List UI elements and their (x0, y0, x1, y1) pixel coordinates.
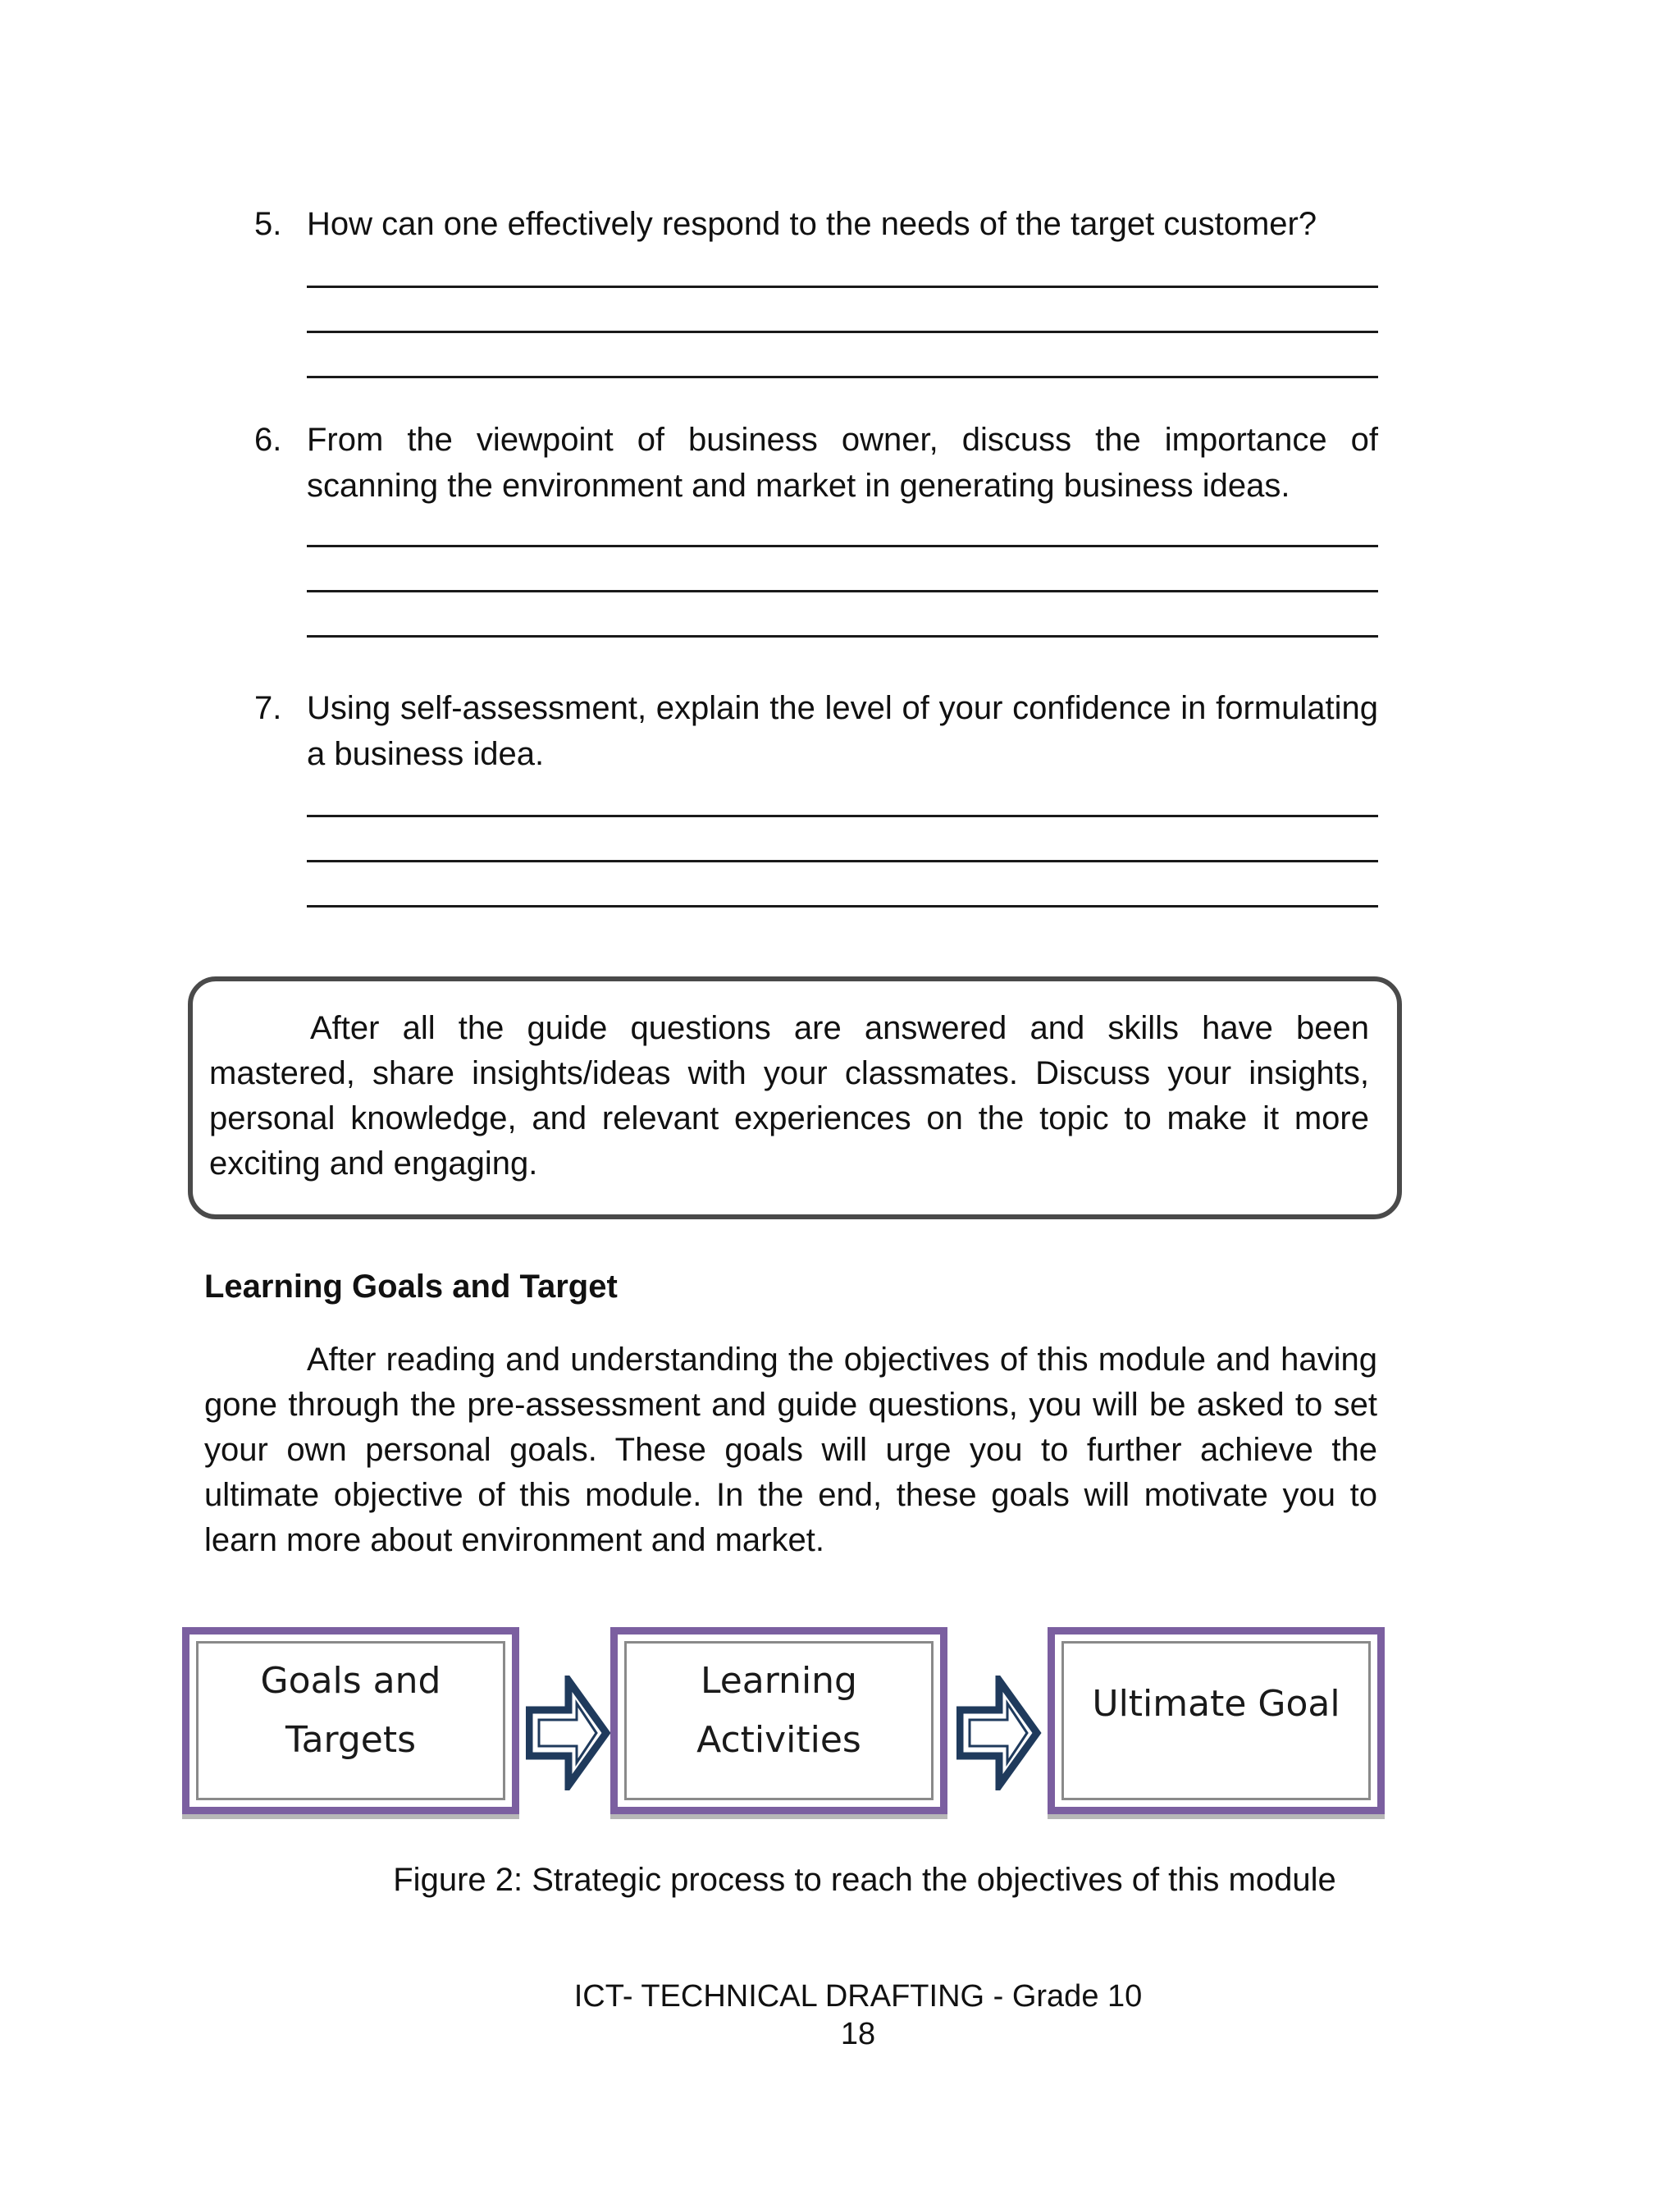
question-6 (254, 417, 1378, 509)
section-heading: Learning Goals and Target (204, 1269, 618, 1305)
flow-step-label: Activities (696, 1719, 861, 1761)
page-footer (0, 1977, 1680, 2053)
discussion-note-box: After all the guide questions are answered and skills have been mastered, share insights/ideas with your classmates. Discuss your insights, personal knowledge, and relevant experiences on the topic to make it more exciting and engaging. (188, 976, 1402, 1219)
question-7 (254, 685, 1378, 777)
answer-line[interactable] (307, 376, 1378, 378)
answer-line[interactable] (307, 815, 1378, 817)
answer-line[interactable] (307, 635, 1378, 638)
question-text: How can one effectively respond to the needs of the target customer? (307, 206, 1317, 242)
answer-line[interactable] (307, 590, 1378, 592)
answer-line[interactable] (307, 545, 1378, 547)
page-number: 18 (840, 2017, 876, 2051)
question-text: Using self-assessment, explain the level of your confidence in formulating a business idea. (307, 690, 1378, 772)
question-number: 7. (254, 690, 282, 726)
answer-line[interactable] (307, 331, 1378, 333)
question-number: 6. (254, 422, 282, 458)
arrow-right-icon (526, 1676, 611, 1790)
figure-caption: Figure 2: Strategic process to reach the objectives of this module (393, 1862, 1336, 1898)
flow-step-learning-activities (610, 1627, 947, 1814)
answer-line[interactable] (307, 905, 1378, 908)
flow-step-label: Learning (700, 1660, 857, 1702)
question-5 (254, 201, 1378, 247)
arrow-right-icon (956, 1676, 1042, 1790)
question-number: 5. (254, 206, 282, 242)
flow-step-label: Targets (285, 1719, 417, 1761)
question-text: From the viewpoint of business owner, discuss the importance of scanning the environment and market in generating business ideas. (307, 422, 1378, 504)
answer-line[interactable] (307, 860, 1378, 862)
footer-subject: ICT- TECHNICAL DRAFTING - Grade 10 (573, 1979, 1143, 2014)
flow-step-label: Goals and (260, 1660, 441, 1702)
flow-step-ultimate-goal (1048, 1627, 1385, 1814)
flow-step-label: Ultimate Goal (1092, 1683, 1340, 1725)
section-paragraph: After reading and understanding the objectives of this module and having gone through the pre-assessment and guide questions, you will be asked to set your own personal goals. These goals will urge you to further achieve the ultimate objective of this module. In the end, these goals will motivate you to learn more about environment and market. (204, 1342, 1377, 1558)
answer-line[interactable] (307, 286, 1378, 288)
flow-step-goals-and-targets (182, 1627, 519, 1814)
